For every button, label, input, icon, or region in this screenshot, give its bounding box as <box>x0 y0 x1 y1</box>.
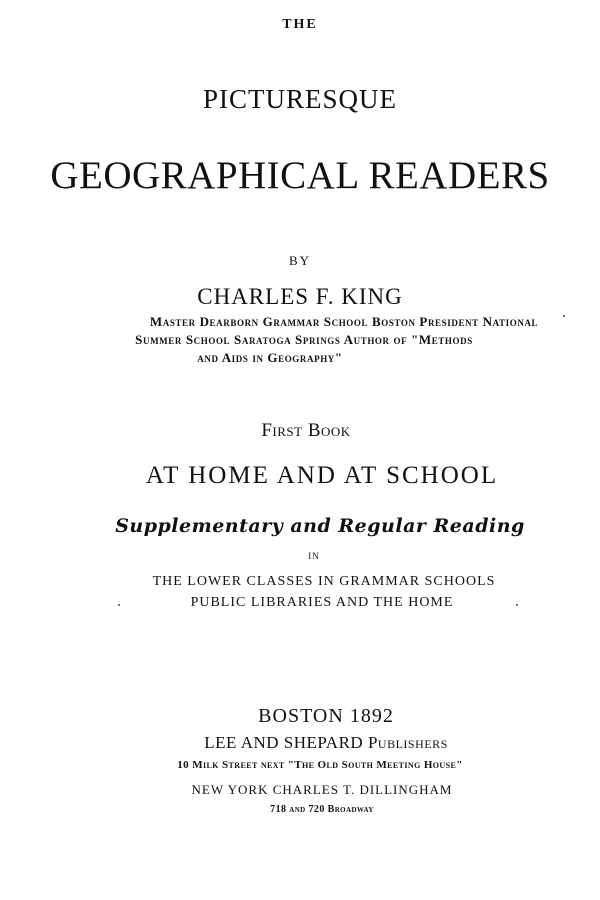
speck-mark <box>118 604 120 606</box>
speck-mark <box>563 315 565 317</box>
book-number: First Book <box>261 420 351 441</box>
imprint-boston-address: 10 Milk Street next "The Old South Meeting House" <box>177 759 463 771</box>
title-line-1: PICTURESQUE <box>202 84 397 114</box>
author-name: CHARLES F. KING <box>197 284 403 309</box>
imprint-ny-address: 718 and 720 Broadway <box>270 804 374 815</box>
imprint-new-york: NEW YORK CHARLES T. DILLINGHAM <box>191 782 453 797</box>
audience-line-1: THE LOWER CLASSES IN GRAMMAR SCHOOLS <box>152 574 496 589</box>
book-subtitle: Supplementary and Regular Reading <box>115 515 525 537</box>
title-line-2: GEOGRAPHICAL READERS <box>50 154 550 197</box>
audience-line-2: PUBLIC LIBRARIES AND THE HOME <box>190 595 454 610</box>
author-credentials-line-3: and Aids in Geography" <box>197 350 343 365</box>
title-the: THE <box>282 17 318 32</box>
speck-mark <box>516 604 518 606</box>
author-credentials-line-1: Master Dearborn Grammar School Boston President National <box>149 314 539 329</box>
imprint-place-year: BOSTON 1892 <box>258 705 394 727</box>
author-credentials-line-2: Summer School Saratoga Springs Author of "Methods <box>135 332 473 347</box>
by-label: BY <box>288 253 312 268</box>
in-label: IN <box>308 551 320 561</box>
imprint-publisher: LEE AND SHEPARD Publishers <box>204 733 448 752</box>
book-title: AT HOME AND AT SCHOOL <box>145 462 499 489</box>
